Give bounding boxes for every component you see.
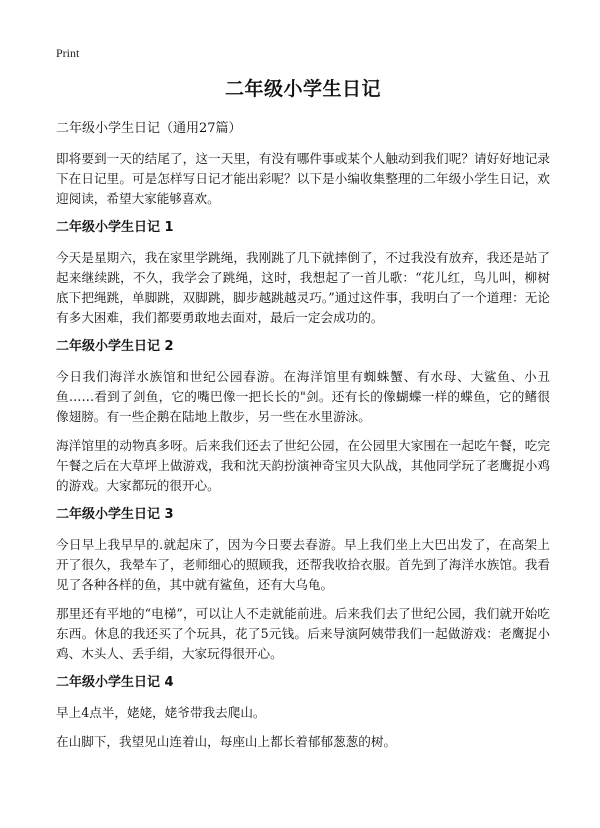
diary-section-3 <box>56 505 550 664</box>
section-heading: 二年级小学生日记 1 <box>56 220 174 235</box>
page-title: 二年级小学生日记 <box>224 78 381 100</box>
section-paragraph: 今日我们海洋水族馆和世纪公园春游。在海洋馆里有蜘蛛蟹、有水母、大鲨鱼、小丑鱼……看到了剑鱼，它的嘴巴像一把长长的"剑。还有长的像蝴蝶一样的蝶鱼，它的鳍很像翅膀。有一些企鹅在陆地上散步，另一些在水里游泳。 <box>56 369 550 424</box>
section-paragraph: 今天是星期六，我在家里学跳绳，我刚跳了几下就摔倒了，不过我没有放弃，我还是站了起来继续跳，不久，我学会了跳绳，这时，我想起了一首儿歌：“花儿红，鸟儿叫，柳树底下把绳跳，单脚跳，双脚跳，脚步越跳越灵巧。”通过这件事，我明白了一个道理：无论有多大困难，我们都要勇敢地去面对，最后一定会成功的。 <box>56 250 550 325</box>
section-heading: 二年级小学生日记 3 <box>56 507 174 522</box>
document-subtitle: 二年级小学生日记（通用27篇） <box>56 121 242 136</box>
section-heading: 二年级小学生日记 4 <box>56 675 174 690</box>
section-paragraph: 那里还有平地的“电梯”，可以让人不走就能前进。后来我们去了世纪公园，我们就开始吃东西。休息的我还买了个玩具，花了5元钱。后来导演阿姨带我们一起做游戏：老鹰捉小鸡、木头人、丢手绢，大家玩得很开心。 <box>56 606 550 661</box>
section-paragraph: 海洋馆里的动物真多呀。后来我们还去了世纪公园，在公园里大家围在一起吃午餐，吃完午餐之后在大草坪上做游戏，我和沈天韵扮演神奇宝贝大队战，其他同学玩了老鹰捉小鸡的游戏。大家都玩的很开心。 <box>56 438 550 493</box>
section-paragraph: 今日早上我早早的.就起床了，因为今日要去春游。早上我们坐上大巴出发了，在高架上开了很久，我晕车了，老师细心的照顾我，还帮我收拾衣服。首先到了海洋水族馆。我看见了各种各样的鱼，其中就有鲨鱼，还有大乌龟。 <box>56 537 550 592</box>
diary-section-2 <box>56 337 550 496</box>
section-paragraph: 在山脚下，我望见山连着山，每座山上都长着郁郁葱葱的树。 <box>56 734 397 749</box>
diary-section-1 <box>56 218 550 328</box>
document-body <box>56 76 550 761</box>
section-paragraph: 早上4点半，姥姥，姥爷带我去爬山。 <box>56 705 266 720</box>
print-link[interactable]: Print <box>56 46 80 60</box>
section-heading: 二年级小学生日记 2 <box>56 339 174 354</box>
intro-paragraph: 即将要到一天的结尾了，这一天里，有没有哪件事或某个人触动到我们呢？请好好地记录下在日记里。可是怎样写日记才能出彩呢？以下是小编收集整理的二年级小学生日记，欢迎阅读，希望大家能够喜欢。 <box>56 151 550 206</box>
diary-section-4 <box>56 673 550 752</box>
